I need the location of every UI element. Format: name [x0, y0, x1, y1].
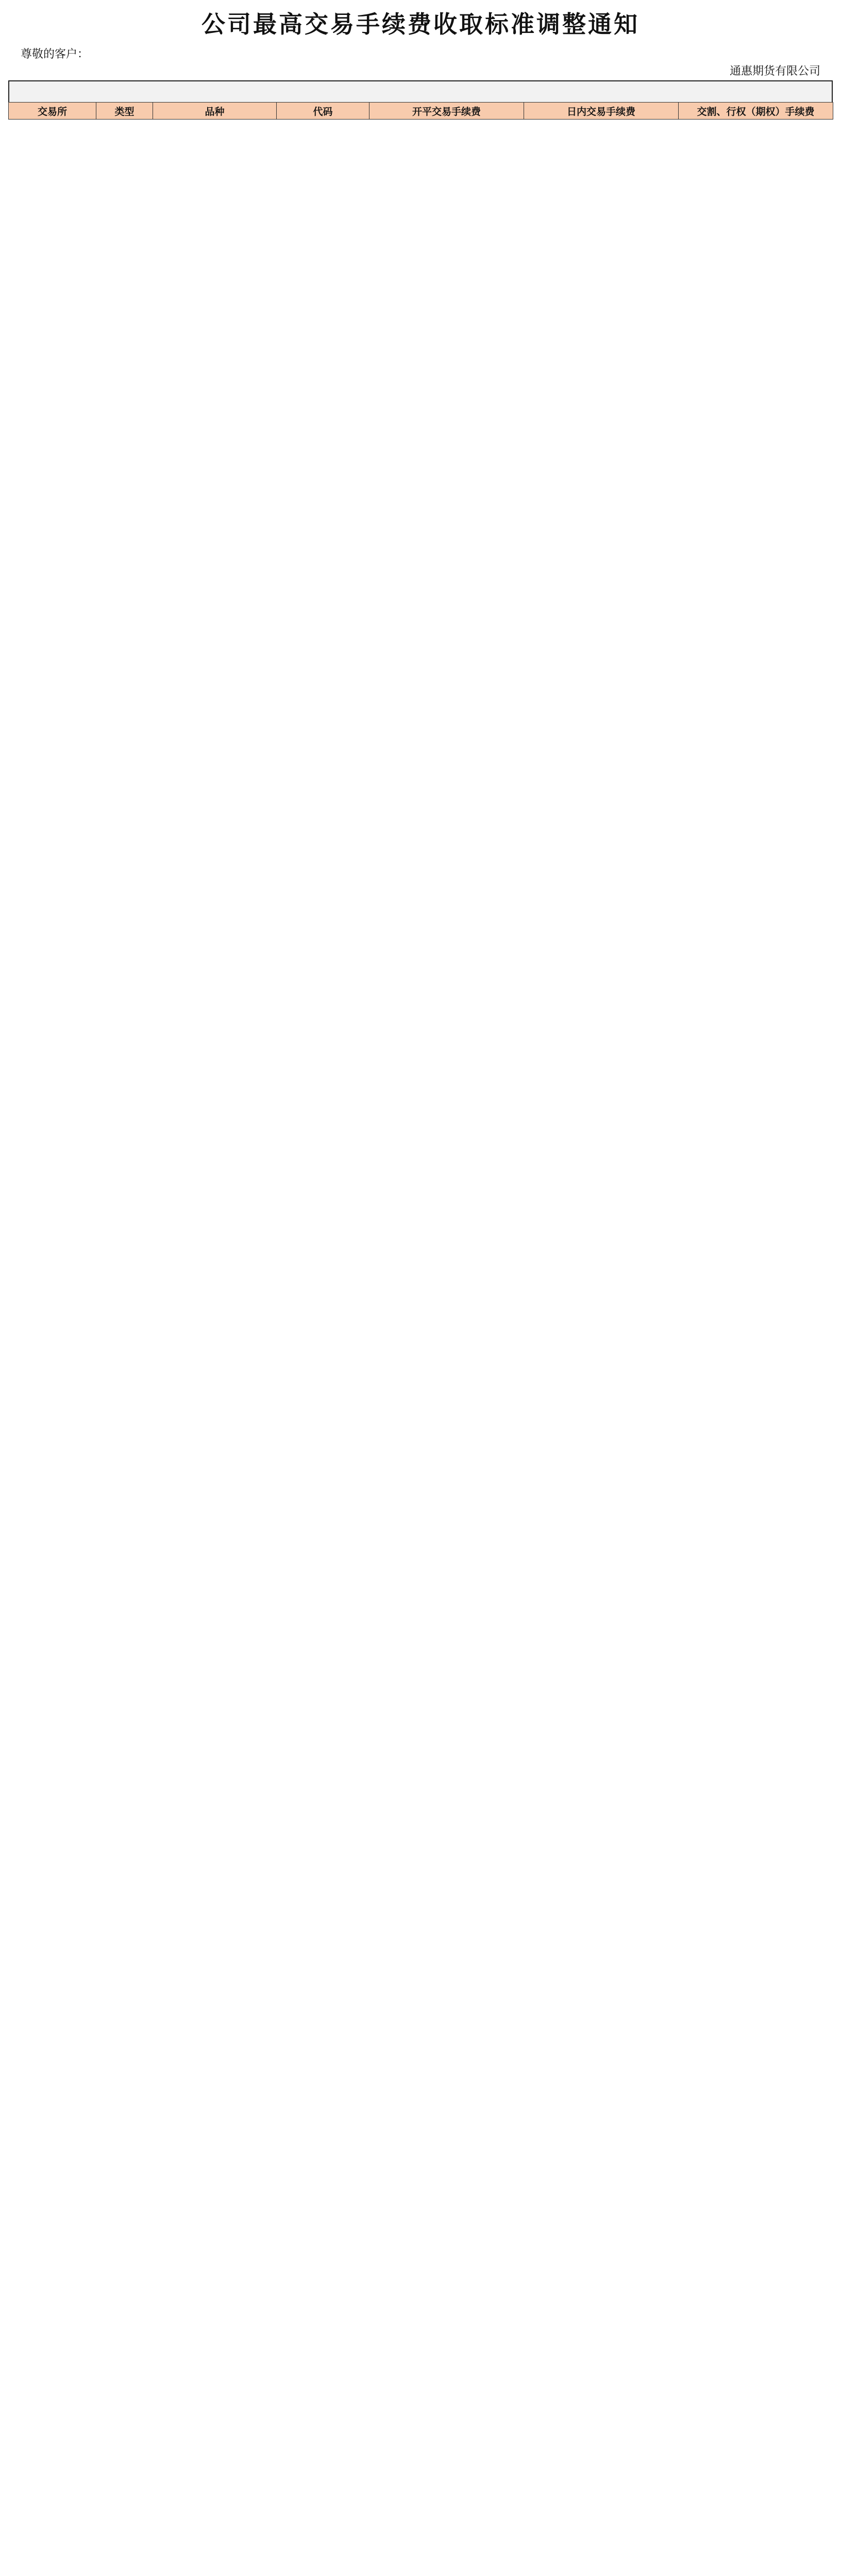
- header-open-close-fee: 开平交易手续费: [369, 103, 524, 120]
- fee-table-caption: [8, 80, 833, 102]
- header-delivery-fee: 交割、行权（期权）手续费: [679, 103, 833, 120]
- notice-page: [0, 0, 841, 120]
- notice-body-block: [0, 46, 841, 63]
- header-type: 类型: [96, 103, 153, 120]
- fee-table: [8, 102, 833, 120]
- header-code: 代码: [277, 103, 369, 120]
- header-exchange: 交易所: [9, 103, 96, 120]
- header-intraday-fee: 日内交易手续费: [524, 103, 679, 120]
- notice-signature: 通惠期货有限公司: [729, 65, 820, 78]
- fee-table-header-row: [9, 103, 833, 120]
- notice-greeting: 尊敬的客户：: [21, 48, 89, 61]
- notice-title: 公司最高交易手续费收取标准调整通知: [201, 10, 640, 38]
- header-product: 品种: [153, 103, 277, 120]
